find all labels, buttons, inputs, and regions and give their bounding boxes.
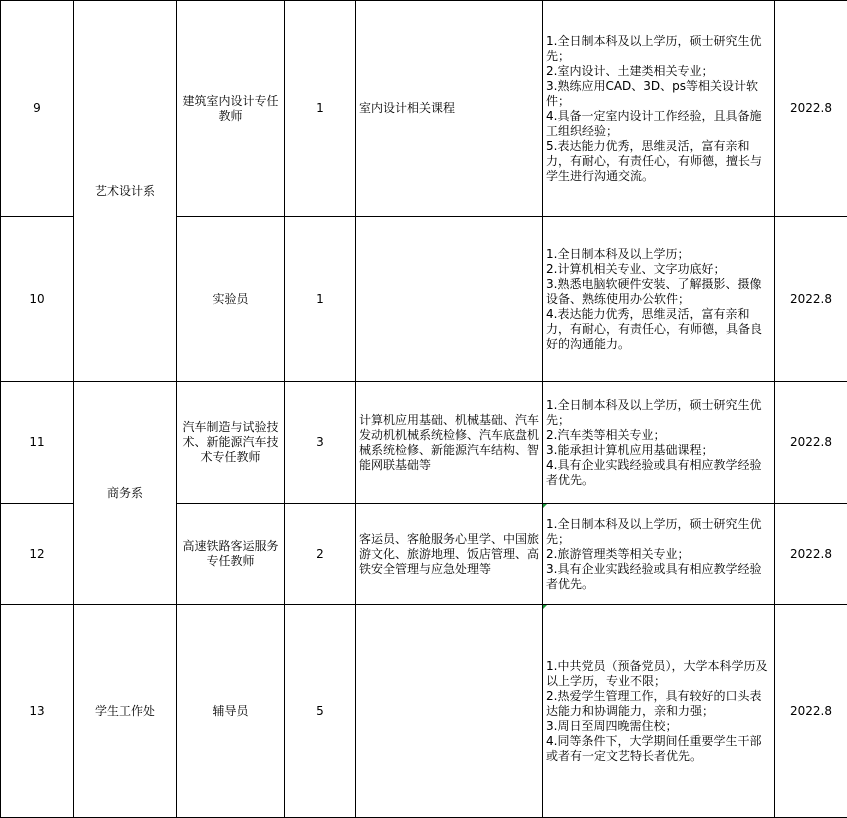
requirement-item: 1.全日制本科及以上学历，硕士研究生优先； <box>546 398 771 428</box>
requirement-item: 2.汽车类等相关专业； <box>546 428 771 443</box>
date-cell: 2022.8 <box>775 1 847 217</box>
requirement-item: 4.具有企业实践经验或具有相应教学经验者优先。 <box>546 458 771 488</box>
table-row <box>1 1 847 217</box>
date-cell: 2022.8 <box>775 504 847 605</box>
table-row <box>1 605 847 818</box>
date-cell: 2022.8 <box>775 605 847 818</box>
major-cell: 计算机应用基础、机械基础、汽车发动机机械系统检修、汽车底盘机械系统检修、新能源汽车结构、智能网联基础等 <box>356 382 543 504</box>
requirement-item: 5.表达能力优秀，思维灵活，富有亲和力，有耐心，有责任心，有师德，擅长与学生进行沟通交流。 <box>546 139 771 184</box>
major-cell: 室内设计相关课程 <box>356 1 543 217</box>
row-number: 12 <box>1 504 74 605</box>
row-number: 9 <box>1 1 74 217</box>
date-cell: 2022.8 <box>775 217 847 382</box>
requirement-item: 1.中共党员（预备党员），大学本科学历及以上学历，专业不限； <box>546 659 771 689</box>
requirements-cell <box>543 605 775 818</box>
position-cell: 辅导员 <box>177 605 285 818</box>
table-row <box>1 382 847 504</box>
requirement-item: 2.室内设计、土建类相关专业； <box>546 64 771 79</box>
requirements-cell <box>543 217 775 382</box>
requirement-item: 4.同等条件下，大学期间任重要学生干部或者有一定文艺特长者优先。 <box>546 734 771 764</box>
requirement-item: 4.具备一定室内设计工作经验，且具备施工组织经验； <box>546 109 771 139</box>
requirement-item: 1.全日制本科及以上学历，硕士研究生优先； <box>546 517 771 547</box>
count-cell: 3 <box>285 382 356 504</box>
major-cell <box>356 605 543 818</box>
major-cell: 客运员、客舱服务心里学、中国旅游文化、旅游地理、饭店管理、高铁安全管理与应急处理等 <box>356 504 543 605</box>
count-cell: 1 <box>285 1 356 217</box>
position-cell: 建筑室内设计专任教师 <box>177 1 285 217</box>
requirement-item: 3.能承担计算机应用基础课程； <box>546 443 771 458</box>
position-cell: 实验员 <box>177 217 285 382</box>
requirements-cell <box>543 382 775 504</box>
row-number: 11 <box>1 382 74 504</box>
department-cell: 学生工作处 <box>74 605 177 818</box>
requirement-item: 4.表达能力优秀，思维灵活，富有亲和力，有耐心，有责任心，有师德，具备良好的沟通能力。 <box>546 307 771 352</box>
requirements-cell <box>543 504 775 605</box>
department-cell: 艺术设计系 <box>74 1 177 382</box>
row-number: 13 <box>1 605 74 818</box>
count-cell: 5 <box>285 605 356 818</box>
requirement-item: 3.熟悉电脑软硬件安装、了解摄影、摄像设备、熟练使用办公软件； <box>546 277 771 307</box>
position-cell: 汽车制造与试验技术、新能源汽车技术专任教师 <box>177 382 285 504</box>
count-cell: 1 <box>285 217 356 382</box>
requirement-item: 2.计算机相关专业、文字功底好； <box>546 262 771 277</box>
requirement-item: 1.全日制本科及以上学历，硕士研究生优先； <box>546 34 771 64</box>
row-number: 10 <box>1 217 74 382</box>
position-cell: 高速铁路客运服务专任教师 <box>177 504 285 605</box>
requirement-item: 1.全日制本科及以上学历； <box>546 247 771 262</box>
department-cell: 商务系 <box>74 382 177 605</box>
requirement-item: 2.热爱学生管理工作，具有较好的口头表达能力和协调能力，亲和力强； <box>546 689 771 719</box>
requirement-item: 3.熟练应用CAD、3D、ps等相关设计软件； <box>546 79 771 109</box>
major-cell <box>356 217 543 382</box>
count-cell: 2 <box>285 504 356 605</box>
date-cell: 2022.8 <box>775 382 847 504</box>
requirement-item: 3.周日至周四晚需住校； <box>546 719 771 734</box>
requirement-item: 2.旅游管理类等相关专业； <box>546 547 771 562</box>
requirements-cell <box>543 1 775 217</box>
requirement-item: 3.具有企业实践经验或具有相应教学经验者优先。 <box>546 562 771 592</box>
